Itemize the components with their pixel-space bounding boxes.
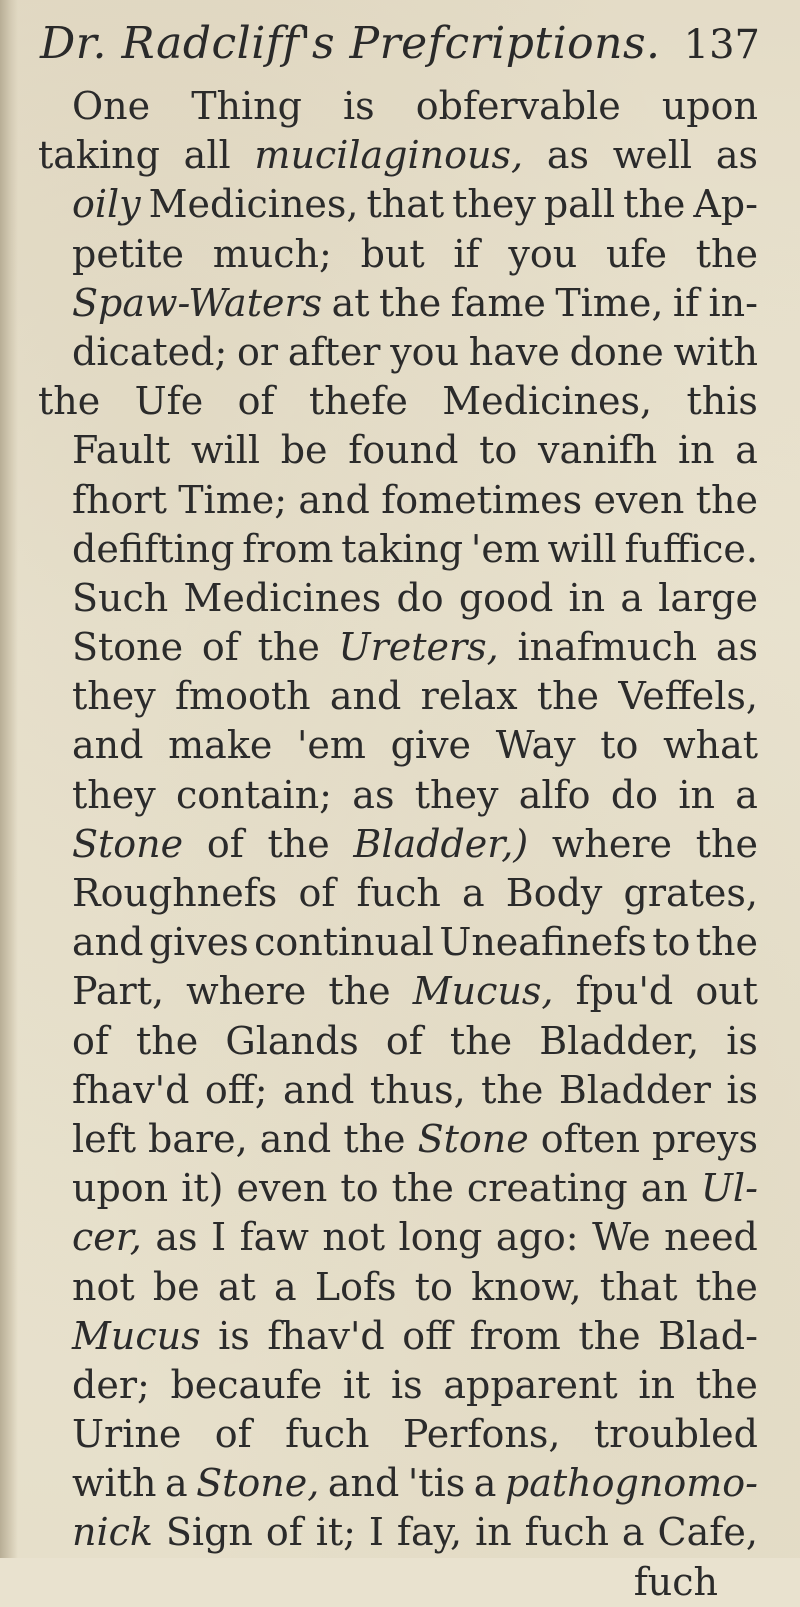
- word: fhav'd: [267, 1313, 385, 1358]
- word: preys: [652, 1116, 758, 1161]
- word: and: [298, 477, 370, 522]
- text-line: [38, 1164, 758, 1213]
- text-line: [38, 525, 758, 574]
- word: is: [343, 84, 375, 128]
- word: apparent: [443, 1362, 618, 1407]
- word: and: [283, 1067, 355, 1112]
- text-line: [38, 869, 758, 918]
- text-line: [38, 279, 758, 328]
- word: be: [152, 1264, 200, 1309]
- word: Stone: [72, 821, 184, 866]
- word: and: [329, 674, 402, 719]
- word: Thing: [191, 84, 302, 128]
- word: nick: [72, 1510, 153, 1555]
- word: is: [218, 1313, 250, 1358]
- word: Bladder: [558, 1067, 711, 1112]
- word: creating: [466, 1166, 628, 1211]
- word: the: [536, 674, 600, 719]
- word: at: [331, 280, 370, 325]
- word: Part,: [72, 969, 165, 1014]
- word: fuch: [524, 1510, 609, 1555]
- word: a: [621, 1510, 645, 1555]
- word: that: [599, 1264, 678, 1309]
- word: Perfons,: [402, 1412, 561, 1457]
- word: troubled: [593, 1412, 758, 1457]
- word: fmooth: [174, 674, 311, 719]
- word: give: [390, 723, 472, 768]
- word: left: [72, 1116, 136, 1161]
- word: Ureters,: [338, 625, 499, 670]
- word: will: [547, 526, 617, 571]
- word: a: [735, 428, 758, 473]
- word: Lofs: [314, 1264, 397, 1309]
- word: the: [578, 1313, 641, 1358]
- word: know,: [471, 1264, 582, 1309]
- body-text: [38, 82, 758, 1607]
- text-line: [38, 476, 758, 525]
- word: 'em: [470, 526, 540, 571]
- word: well: [612, 133, 693, 178]
- word: the: [481, 1067, 544, 1112]
- word: that: [366, 182, 445, 227]
- word: the: [695, 821, 758, 866]
- word: of: [201, 625, 239, 670]
- word: and: [72, 723, 144, 768]
- word: dicated;: [72, 329, 228, 374]
- word: contain;: [176, 772, 332, 817]
- word: a: [461, 871, 485, 915]
- text-line: [38, 230, 758, 279]
- word: not: [72, 1264, 135, 1309]
- word: upon: [661, 84, 758, 128]
- word: Uneafinefs: [439, 920, 647, 965]
- word: Stone: [417, 1116, 529, 1161]
- word: to: [652, 920, 691, 965]
- word: Blad-: [658, 1313, 758, 1358]
- word: thus,: [369, 1067, 466, 1112]
- word: Stone: [72, 625, 184, 670]
- word: One: [72, 84, 151, 128]
- word: Mucus: [72, 1313, 201, 1358]
- word: in: [677, 428, 715, 473]
- word: Time,: [555, 280, 664, 325]
- catchword-line: [38, 1558, 758, 1607]
- word: the: [328, 969, 391, 1014]
- page-number: 137: [683, 22, 760, 68]
- word: continual: [254, 920, 434, 965]
- word: fame: [450, 280, 546, 325]
- word: large: [658, 575, 758, 620]
- word: to: [414, 1264, 453, 1309]
- word: alfo: [518, 772, 591, 817]
- word: will: [191, 428, 261, 473]
- word: of: [237, 379, 275, 424]
- word: if: [453, 231, 480, 276]
- word: taking: [38, 133, 160, 178]
- word: vanifh: [537, 428, 658, 473]
- word: Ul-: [700, 1166, 758, 1211]
- word: done: [569, 329, 664, 374]
- word: or: [237, 329, 279, 374]
- text-line: [38, 1213, 758, 1262]
- word: the: [38, 379, 101, 424]
- word: I: [211, 1215, 227, 1260]
- word: the: [695, 920, 758, 965]
- word: the: [378, 280, 442, 325]
- word: Veffels,: [618, 674, 758, 719]
- word: the: [136, 1018, 199, 1063]
- word: Way: [495, 723, 576, 768]
- word: from: [469, 1313, 561, 1358]
- word: a: [274, 1264, 297, 1309]
- word: der;: [72, 1362, 150, 1407]
- word: they: [72, 772, 156, 817]
- word: as: [352, 772, 395, 817]
- word: a: [620, 575, 643, 620]
- word: Medicines,: [442, 379, 653, 424]
- text-line: [38, 1312, 758, 1361]
- word: off;: [204, 1067, 268, 1112]
- word: they: [452, 182, 536, 227]
- word: the: [695, 477, 758, 522]
- word: bare,: [148, 1116, 248, 1161]
- word: inafmuch: [517, 625, 698, 670]
- word: to: [600, 723, 639, 768]
- word: fhav'd: [72, 1067, 190, 1112]
- word: Glands: [225, 1018, 359, 1063]
- word: pathognomo-: [504, 1461, 758, 1506]
- word: long: [398, 1215, 483, 1260]
- word: Bladder,): [353, 821, 529, 866]
- word: it: [342, 1362, 371, 1407]
- word: even: [236, 1166, 328, 1211]
- word: upon: [72, 1166, 169, 1211]
- word: Time;: [178, 477, 288, 522]
- word: ufe: [605, 231, 667, 276]
- word: 'em: [296, 723, 366, 768]
- word: a: [735, 772, 758, 817]
- word: they: [414, 772, 499, 817]
- word: Fault: [72, 428, 171, 473]
- word: fometimes: [381, 477, 583, 522]
- word: fay,: [396, 1510, 463, 1555]
- text-line: [38, 82, 758, 131]
- word: fuch: [285, 1412, 370, 1457]
- word: much;: [212, 231, 332, 276]
- word: 'tis: [407, 1461, 466, 1506]
- word: off: [402, 1313, 453, 1358]
- word: as: [715, 625, 758, 670]
- word: do: [610, 772, 659, 817]
- word: fpu'd: [575, 969, 674, 1014]
- word: all: [183, 133, 231, 178]
- word: fuffice.: [624, 526, 758, 571]
- word: with: [673, 329, 758, 374]
- word: of: [214, 1412, 252, 1457]
- word: becaufe: [170, 1362, 323, 1407]
- word: you: [508, 231, 578, 276]
- word: where: [551, 821, 673, 866]
- word: I: [368, 1510, 384, 1555]
- text-line: [38, 574, 758, 623]
- word: Stone,: [196, 1461, 320, 1506]
- word: Such: [72, 575, 169, 620]
- word: in-: [708, 280, 758, 325]
- word: of: [298, 871, 336, 915]
- text-line: [38, 1508, 758, 1557]
- word: relax: [420, 674, 518, 719]
- word: and: [327, 1461, 400, 1506]
- word: Ufe: [134, 379, 204, 424]
- word: what: [663, 723, 758, 768]
- word: they: [72, 674, 156, 719]
- word: Bladder,: [539, 1018, 700, 1063]
- word: Medicines,: [148, 182, 359, 227]
- word: have: [468, 329, 560, 374]
- word: defifting: [72, 526, 235, 571]
- text-line: [38, 426, 758, 475]
- word: good: [458, 575, 554, 620]
- word: and: [259, 1116, 332, 1161]
- word: an: [640, 1166, 688, 1211]
- word: is: [726, 1067, 758, 1112]
- word: at: [217, 1264, 256, 1309]
- word: the: [257, 625, 320, 670]
- word: not: [322, 1215, 386, 1260]
- page-header: [40, 18, 760, 78]
- catchword: fuch: [633, 1559, 718, 1604]
- word: a: [164, 1461, 188, 1506]
- word: oily: [72, 182, 141, 227]
- word: ago:: [495, 1215, 579, 1260]
- word: as: [546, 133, 589, 178]
- word: faw: [239, 1215, 309, 1260]
- text-line: [38, 721, 758, 770]
- word: from: [242, 526, 334, 571]
- text-line: [38, 1066, 758, 1115]
- word: the: [695, 1362, 758, 1407]
- word: in: [475, 1510, 512, 1555]
- word: thefe: [309, 379, 408, 424]
- word: Ap-: [693, 182, 758, 227]
- word: with: [72, 1461, 157, 1506]
- word: Sign: [165, 1510, 253, 1555]
- word: fhort: [72, 477, 167, 522]
- word: in: [568, 575, 606, 620]
- word: Roughnefs: [72, 871, 278, 915]
- word: as: [155, 1215, 198, 1260]
- word: this: [686, 379, 758, 424]
- word: cer,: [72, 1215, 142, 1260]
- word: in: [678, 772, 715, 817]
- word: fuch: [356, 871, 441, 915]
- word: you: [390, 329, 460, 374]
- word: Spaw-Waters: [72, 280, 323, 325]
- word: the: [623, 182, 686, 227]
- word: obfervable: [415, 84, 621, 128]
- text-line: [38, 180, 758, 229]
- word: petite: [72, 231, 184, 276]
- word: Body: [505, 871, 603, 915]
- word: Medicines: [183, 575, 382, 620]
- word: is: [391, 1362, 423, 1407]
- word: be: [280, 428, 328, 473]
- word: where: [186, 969, 307, 1014]
- text-line: [38, 771, 758, 820]
- word: grates,: [623, 871, 758, 915]
- word: even: [593, 477, 685, 522]
- word: pall: [543, 182, 616, 227]
- word: the: [391, 1166, 454, 1211]
- word: often: [540, 1116, 640, 1161]
- word: found: [348, 428, 459, 473]
- word: it;: [315, 1510, 356, 1555]
- word: of: [265, 1510, 303, 1555]
- word: taking: [341, 526, 464, 571]
- text-line: [38, 1361, 758, 1410]
- word: a: [473, 1461, 497, 1506]
- text-line: [38, 1459, 758, 1508]
- text-line: [38, 377, 758, 426]
- text-line: [38, 1115, 758, 1164]
- word: after: [287, 329, 381, 374]
- text-line: [38, 918, 758, 967]
- running-head: Dr. Radcliff's Prefcriptions.: [40, 18, 661, 69]
- word: but: [360, 231, 425, 276]
- word: is: [726, 1018, 758, 1063]
- text-line: [38, 820, 758, 869]
- word: We: [592, 1215, 651, 1260]
- word: need: [664, 1215, 758, 1260]
- word: Cafe,: [657, 1510, 758, 1555]
- word: to: [479, 428, 518, 473]
- word: to: [340, 1166, 379, 1211]
- word: make: [168, 723, 273, 768]
- word: the: [343, 1116, 406, 1161]
- text-line: [38, 131, 758, 180]
- word: it): [181, 1166, 224, 1211]
- word: the: [449, 1018, 513, 1063]
- word: gives: [148, 920, 249, 965]
- word: if: [672, 280, 700, 325]
- text-line: [38, 328, 758, 377]
- word: of: [206, 821, 244, 866]
- word: mucilaginous,: [254, 133, 524, 178]
- word: out: [695, 969, 758, 1014]
- word: the: [695, 231, 758, 276]
- word: and: [72, 920, 144, 965]
- text-line: [38, 623, 758, 672]
- word: in: [638, 1362, 676, 1407]
- word: the: [267, 821, 330, 866]
- text-line: [38, 1017, 758, 1066]
- text-line: [38, 672, 758, 721]
- page-gutter-shadow: [0, 0, 18, 1558]
- word: Urine: [72, 1412, 182, 1457]
- word: of: [385, 1018, 423, 1063]
- word: of: [72, 1018, 109, 1063]
- word: Mucus,: [412, 969, 554, 1014]
- text-line: [38, 967, 758, 1016]
- word: as: [715, 133, 758, 178]
- text-line: [38, 1263, 758, 1312]
- text-line: [38, 1410, 758, 1459]
- word: do: [396, 575, 444, 620]
- word: the: [695, 1264, 758, 1309]
